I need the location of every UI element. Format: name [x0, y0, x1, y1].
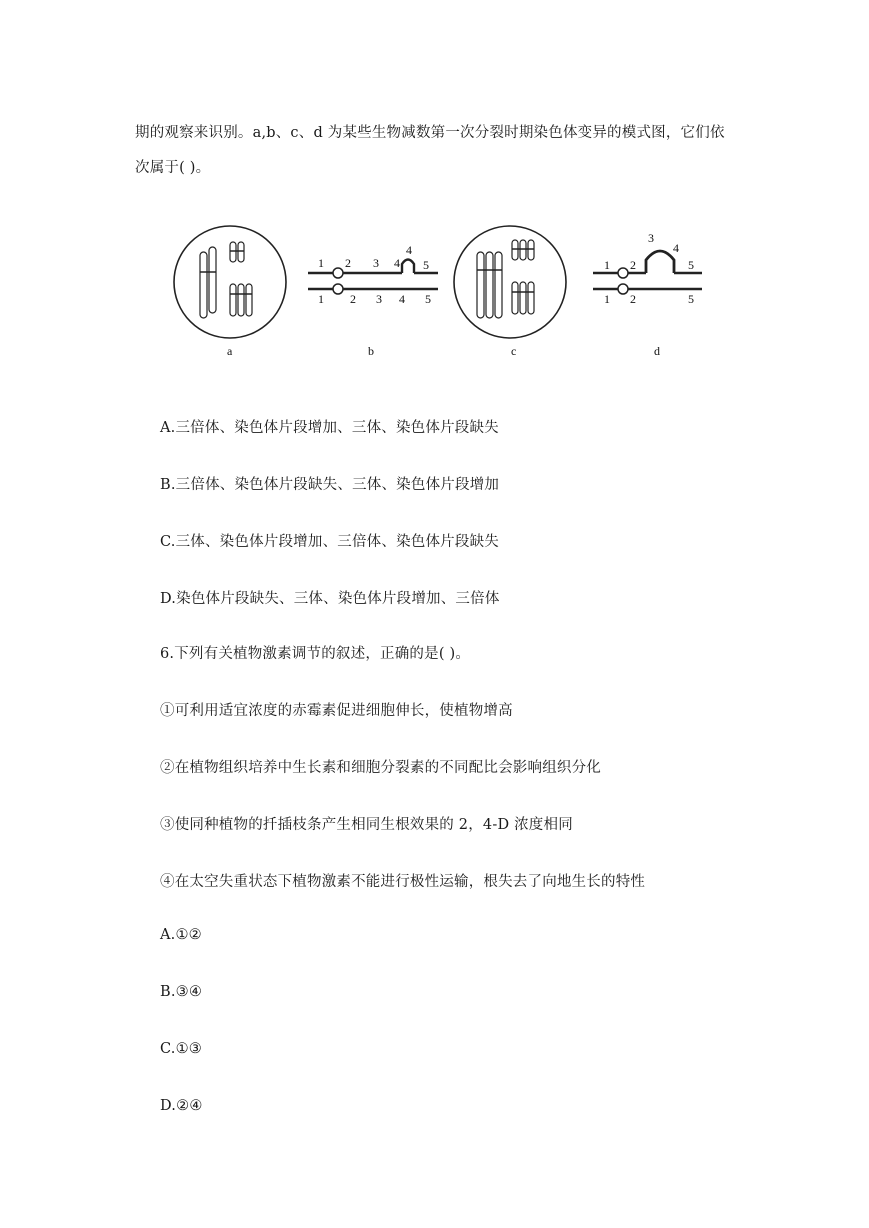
- panel-c-diagram: [454, 226, 566, 338]
- d-top-number-3: 3: [648, 231, 654, 245]
- b-bottom-number-1: 1: [318, 292, 324, 306]
- panel-label-d: d: [654, 344, 660, 358]
- question-6-option-b[interactable]: B.③④: [160, 984, 203, 1000]
- b-top-number-5: 5: [423, 258, 429, 272]
- b-top-number-4: 4: [394, 256, 400, 270]
- question-6-option-c[interactable]: C.①③: [160, 1041, 202, 1057]
- question-5-option-c[interactable]: C.三体、染色体片段增加、三倍体、染色体片段缺失: [160, 534, 499, 550]
- b-top-number-3: 3: [373, 256, 379, 270]
- panel-a-diagram: [174, 226, 286, 338]
- b-bottom-number-3: 3: [376, 292, 382, 306]
- d-bottom-number-5: 5: [688, 292, 694, 306]
- chromosome-variation-figure: [170, 212, 710, 362]
- d-bottom-number-2: 2: [630, 292, 636, 306]
- question-6-statement-3: ③使同种植物的扦插枝条产生相同生根效果的 2，4-D 浓度相同: [160, 817, 573, 833]
- b-top-number-1: 1: [318, 256, 324, 270]
- question-6-statement-1: ①可利用适宜浓度的赤霉素促进细胞伸长，使植物增高: [160, 703, 513, 719]
- d-top-number-1: 1: [604, 258, 610, 272]
- question-6-option-d[interactable]: D.②④: [160, 1098, 203, 1114]
- question-5-text-line-1: 期的观察来识别。a,b、c、d 为某些生物减数第一次分裂时期染色体变异的模式图，它们依: [135, 125, 725, 141]
- panel-label-c: c: [511, 344, 517, 358]
- question-6-statement-2: ②在植物组织培养中生长素和细胞分裂素的不同配比会影响组织分化: [160, 760, 601, 776]
- question-5-option-a[interactable]: A.三倍体、染色体片段增加、三体、染色体片段缺失: [160, 420, 499, 436]
- d-bottom-number-1: 1: [604, 292, 610, 306]
- b-bottom-number-2: 2: [350, 292, 356, 306]
- b-top-number-2: 2: [345, 256, 351, 270]
- question-5-option-b[interactable]: B.三倍体、染色体片段缺失、三体、染色体片段增加: [160, 477, 500, 493]
- question-6-stem: 6.下列有关植物激素调节的叙述，正确的是( )。: [160, 646, 471, 662]
- panel-label-a: a: [227, 344, 233, 358]
- d-top-number-4: 4: [673, 241, 679, 255]
- question-5-option-d[interactable]: D.染色体片段缺失、三体、染色体片段增加、三倍体: [160, 591, 500, 607]
- question-5-text-line-2: 次属于( )。: [135, 160, 211, 176]
- d-top-number-5: 5: [688, 258, 694, 272]
- d-top-number-2: 2: [630, 258, 636, 272]
- b-top-number-4-loop: 4: [406, 243, 412, 257]
- b-bottom-number-5: 5: [425, 292, 431, 306]
- question-6-option-a[interactable]: A.①②: [160, 927, 202, 943]
- question-6-statement-4: ④在太空失重状态下植物激素不能进行极性运输，根失去了向地生长的特性: [160, 874, 646, 890]
- b-bottom-number-4: 4: [399, 292, 405, 306]
- panel-label-b: b: [368, 344, 374, 358]
